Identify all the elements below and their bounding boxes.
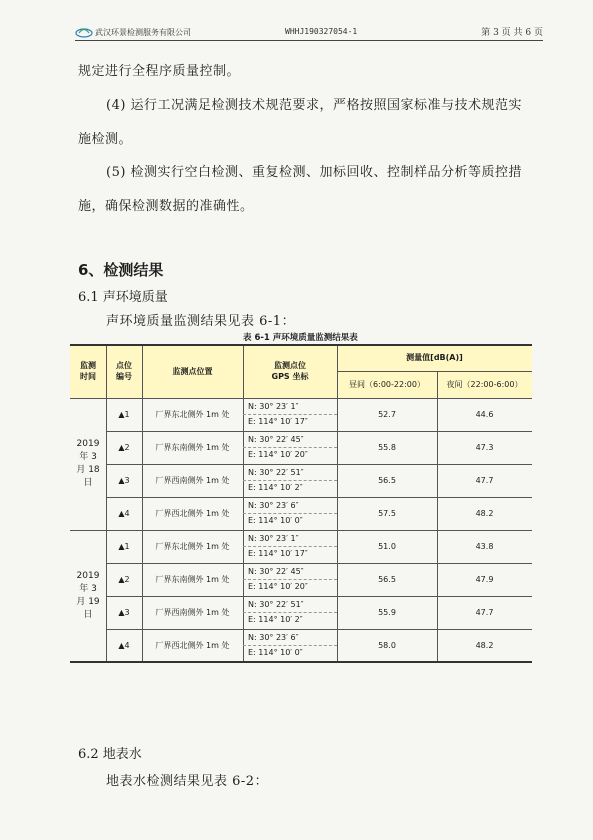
daytime-value: 55.9 [378,608,396,617]
header-text: 监测点位 [274,361,306,370]
group-date [70,398,106,530]
point-location: 厂界东北侧外 1m 处 [155,542,230,551]
header-gps [243,344,337,398]
gps-north: N: 30° 23′ 1″ [248,402,299,411]
grid-line [106,497,532,498]
date-text: 2019 [76,439,100,449]
date-text: 日 [83,610,93,620]
gps-north: N: 30° 22′ 51″ [248,468,304,477]
grid-line [106,431,532,432]
body-text-line: 规定进行全程序质量控制。 [78,64,241,79]
nighttime-value: 47.3 [475,443,494,452]
gps-separator [243,447,337,448]
header-monitor-time [70,344,106,398]
gps-separator [243,480,337,481]
point-number: ▲2 [118,575,130,584]
point-number: ▲4 [118,509,130,518]
header-text: GPS 坐标 [271,372,309,381]
header-text: 监测 [80,361,96,370]
grid-line [437,371,438,662]
section-6-1-intro: 声环境质量监测结果见表 6-1： [106,314,296,329]
grid-line [70,398,532,399]
gps-separator [243,414,337,415]
item-5-text: (5) 检测实行空白检测、重复检测、加标回收、控制样品分析等质控措 [106,165,523,180]
item-4-text: (4) 运行工况满足检测技术规范要求，严格按照国家标准与技术规范实 [106,98,523,113]
grid-line [106,563,532,564]
daytime-value: 52.7 [378,410,396,419]
daytime-value: 55.8 [378,443,396,452]
gps-north: N: 30° 22′ 51″ [248,600,304,609]
gps-separator [243,513,337,514]
date-text: 2019 [76,571,100,581]
date-text: 年 3 [79,452,97,462]
gps-east: E: 114° 10′ 2″ [248,615,303,624]
point-number: ▲4 [118,641,130,650]
gps-separator [243,645,337,646]
nighttime-value: 47.9 [475,575,494,584]
section-6-1-heading: 6.1 声环境质量 [78,290,168,305]
gps-separator [243,546,337,547]
header-point-number [106,344,142,398]
section-6-2-intro: 地表水检测结果见表 6-2： [106,774,269,789]
daytime-value: 58.0 [378,641,396,650]
group-date [70,530,106,662]
gps-north: N: 30° 22′ 45″ [248,435,304,444]
grid-line [70,530,532,531]
point-number: ▲2 [118,443,130,452]
gps-separator [243,579,337,580]
gps-north: N: 30° 23′ 1″ [248,534,299,543]
gps-east: E: 114° 10′ 0″ [248,648,303,657]
noise-results-table [70,344,532,662]
daytime-value: 51.0 [378,542,396,551]
item-4-text-cont: 施检测。 [78,132,133,147]
nighttime-value: 47.7 [475,476,494,485]
item-5-text-cont: 施，确保检测数据的准确性。 [78,199,254,214]
gps-east: E: 114° 10′ 17″ [248,549,308,558]
point-number: ▲1 [118,542,130,551]
gps-east: E: 114° 10′ 20″ [248,450,308,459]
date-text: 年 3 [79,584,97,594]
gps-separator [243,612,337,613]
table-caption: 表 6-1 声环境质量监测结果表 [243,333,358,343]
grid-line [106,464,532,465]
date-text: 日 [83,478,93,488]
header-nighttime: 夜间（22:00-6:00） [446,380,523,389]
gps-east: E: 114° 10′ 2″ [248,483,303,492]
grid-line [106,596,532,597]
section-6-heading: 6、检测结果 [78,261,164,279]
daytime-value: 56.5 [378,575,396,584]
point-location: 厂界东南侧外 1m 处 [155,575,230,584]
grid-line [337,344,338,662]
page-number: 第 3 页 共 6 页 [481,28,543,38]
report-code: WHHJ190327054-1 [285,27,358,36]
gps-east: E: 114° 10′ 20″ [248,582,308,591]
nighttime-value: 48.2 [475,641,494,650]
grid-line [142,344,143,662]
point-location: 厂界东北侧外 1m 处 [155,410,230,419]
section-6-2-heading: 6.2 地表水 [78,747,142,762]
table-bottom-border [70,661,532,663]
header-text: 时间 [80,372,96,381]
company-name: 武汉环景检测服务有限公司 [95,28,191,37]
table-top-border [70,344,532,346]
point-number: ▲3 [118,476,130,485]
grid-line [106,629,532,630]
grid-line [243,344,244,662]
point-location: 厂界西南侧外 1m 处 [155,476,230,485]
header-measured-value: 测量值[dB(A)] [406,353,463,362]
gps-east: E: 114° 10′ 17″ [248,417,308,426]
nighttime-value: 43.8 [475,542,494,551]
grid-line [106,344,107,662]
nighttime-value: 48.2 [475,509,494,518]
nighttime-value: 47.7 [475,608,494,617]
point-location: 厂界西北侧外 1m 处 [155,641,230,650]
point-location: 厂界东南侧外 1m 处 [155,443,230,452]
header-text: 编号 [116,372,132,381]
grid-line [337,371,532,372]
daytime-value: 57.5 [378,509,396,518]
date-text: 月 18 [76,465,100,475]
point-number: ▲3 [118,608,130,617]
gps-north: N: 30° 23′ 6″ [248,501,299,510]
header-divider [75,40,543,41]
daytime-value: 56.5 [378,476,396,485]
date-text: 月 19 [76,597,100,607]
company-logo-icon [75,25,93,38]
header-daytime: 昼间（6:00-22:00） [349,380,425,389]
gps-north: N: 30° 23′ 6″ [248,633,299,642]
gps-north: N: 30° 22′ 45″ [248,567,304,576]
point-location: 厂界西南侧外 1m 处 [155,608,230,617]
header-location: 监测点位置 [172,366,213,376]
point-location: 厂界西北侧外 1m 处 [155,509,230,518]
header-text: 点位 [116,361,132,370]
nighttime-value: 44.6 [475,410,494,419]
page-header [75,24,543,41]
gps-east: E: 114° 10′ 0″ [248,516,303,525]
point-number: ▲1 [118,410,130,419]
